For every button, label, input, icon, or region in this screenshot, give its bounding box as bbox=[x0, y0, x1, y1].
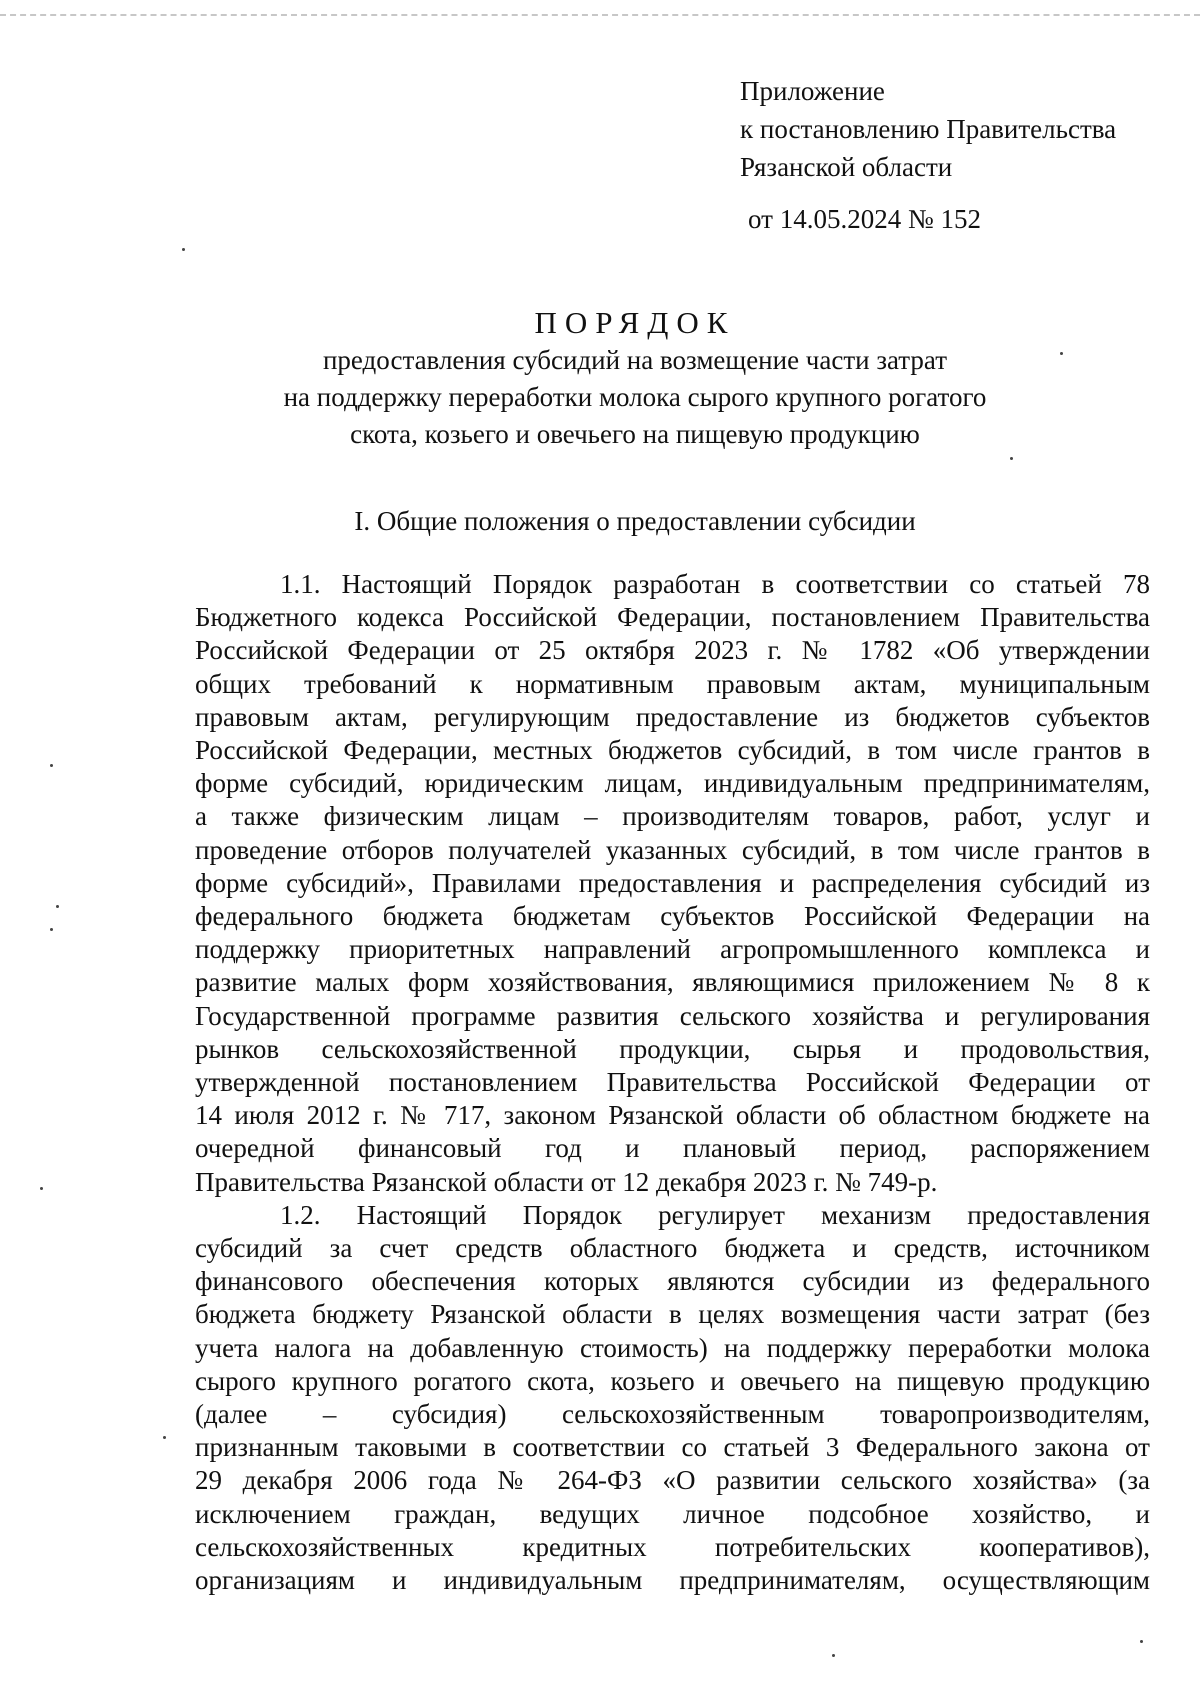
body-line: очередной финансовый год и плановый период, распоряжением bbox=[195, 1133, 1150, 1164]
body-line: сырого крупного рогатого скота, козьего и овечьего на пищевую продукцию bbox=[195, 1365, 1150, 1396]
body-line: организациям и индивидуальным предпринимателям, осуществляющим bbox=[195, 1565, 1150, 1596]
body-line: Российской Федерации, местных бюджетов субсидий, в том числе грантов в bbox=[195, 735, 1150, 766]
body-line: развитие малых форм хозяйствования, являющимися приложением № 8 к bbox=[195, 967, 1150, 998]
body-line: проведение отборов получателей указанных субсидий, в том числе грантов в bbox=[195, 834, 1150, 865]
body-line: (далее – субсидия) сельскохозяйственным товаропроизводителям, bbox=[195, 1399, 1150, 1430]
document-subtitle-line-2: на поддержку переработки молока сырого крупного рогатого bbox=[283, 382, 987, 412]
appendix-header bbox=[740, 72, 1116, 238]
scan-speck bbox=[50, 764, 53, 767]
scan-speck bbox=[832, 1654, 835, 1657]
body-line: форме субсидий», Правилами предоставления и распределения субсидий из bbox=[195, 867, 1150, 898]
scan-speck bbox=[182, 248, 185, 251]
scan-top-edge bbox=[0, 14, 1200, 16]
body-line: рынков сельскохозяйственной продукции, сырья и продовольствия, bbox=[195, 1033, 1150, 1064]
document-title-block bbox=[0, 304, 1200, 453]
body-line: 29 декабря 2006 года № 264-ФЗ «О развитии сельского хозяйства» (за bbox=[195, 1465, 1150, 1496]
body-line: а также физическим лицам – производителям товаров, работ, услуг и bbox=[195, 801, 1150, 832]
body-line: Государственной программе развития сельского хозяйства и регулирования bbox=[195, 1000, 1150, 1031]
body-line: 1.1. Настоящий Порядок разработан в соответствии со статьей 78 bbox=[280, 569, 1150, 599]
body-line: финансового обеспечения которых являются субсидии из федерального bbox=[195, 1266, 1150, 1297]
scan-speck bbox=[163, 1436, 166, 1439]
body-line: 1.2. Настоящий Порядок регулирует механизм предоставления bbox=[280, 1199, 1150, 1230]
body-text bbox=[195, 568, 1150, 1597]
body-line: учета налога на добавленную стоимость) на поддержку переработки молока bbox=[195, 1332, 1150, 1363]
scan-speck bbox=[1060, 352, 1063, 355]
body-line: субсидий за счет средств областного бюджета и средств, источником bbox=[195, 1233, 1150, 1264]
scan-speck bbox=[40, 1187, 43, 1190]
body-line: общих требований к нормативным правовым актам, муниципальным bbox=[195, 668, 1150, 699]
body-line: бюджета бюджету Рязанской области в целях возмещения части затрат (без bbox=[195, 1299, 1150, 1330]
body-line: Российской Федерации от 25 октября 2023 г. № 1782 «Об утверждении bbox=[195, 635, 1150, 666]
body-line: исключением граждан, ведущих личное подсобное хозяйство, и bbox=[195, 1498, 1150, 1529]
body-line: Бюджетного кодекса Российской Федерации, постановлением Правительства bbox=[195, 602, 1150, 633]
scan-speck bbox=[1140, 1640, 1143, 1643]
body-line: правовым актам, регулирующим предоставление из бюджетов субъектов bbox=[195, 701, 1150, 732]
body-line: утвержденной постановлением Правительства Российской Федерации от bbox=[195, 1067, 1150, 1098]
appendix-label: Приложение bbox=[740, 76, 885, 106]
scan-speck bbox=[1010, 457, 1013, 460]
scan-speck bbox=[56, 905, 59, 908]
document-subtitle-line-1: предоставления субсидий на возмещение части затрат bbox=[322, 345, 948, 375]
body-line: Правительства Рязанской области от 12 декабря 2023 г. № 749-р. bbox=[195, 1166, 938, 1197]
body-line: форме субсидий, юридическим лицам, индивидуальным предпринимателям, bbox=[195, 768, 1150, 799]
appendix-date-number: от 14.05.2024 № 152 bbox=[748, 204, 981, 234]
document-subtitle-line-3: скота, козьего и овечьего на пищевую продукцию bbox=[350, 419, 920, 449]
appendix-resolution-ref: к постановлению Правительства bbox=[740, 114, 1117, 144]
body-line: признанным таковыми в соответствии со статьей 3 Федерального закона от bbox=[195, 1432, 1150, 1463]
body-line: поддержку приоритетных направлений агропромышленного комплекса и bbox=[195, 934, 1150, 965]
body-line: сельскохозяйственных кредитных потребительских кооперативов), bbox=[195, 1531, 1150, 1562]
appendix-region: Рязанской области bbox=[740, 152, 953, 182]
body-line: федерального бюджета бюджетам субъектов Российской Федерации на bbox=[195, 901, 1150, 932]
body-line: 14 июля 2012 г. № 717, законом Рязанской области об областном бюджете на bbox=[195, 1100, 1150, 1131]
scan-speck bbox=[50, 928, 53, 931]
section-heading: I. Общие положения о предоставлении субсидии bbox=[354, 506, 916, 536]
document-title: ПОРЯДОК bbox=[534, 305, 736, 340]
